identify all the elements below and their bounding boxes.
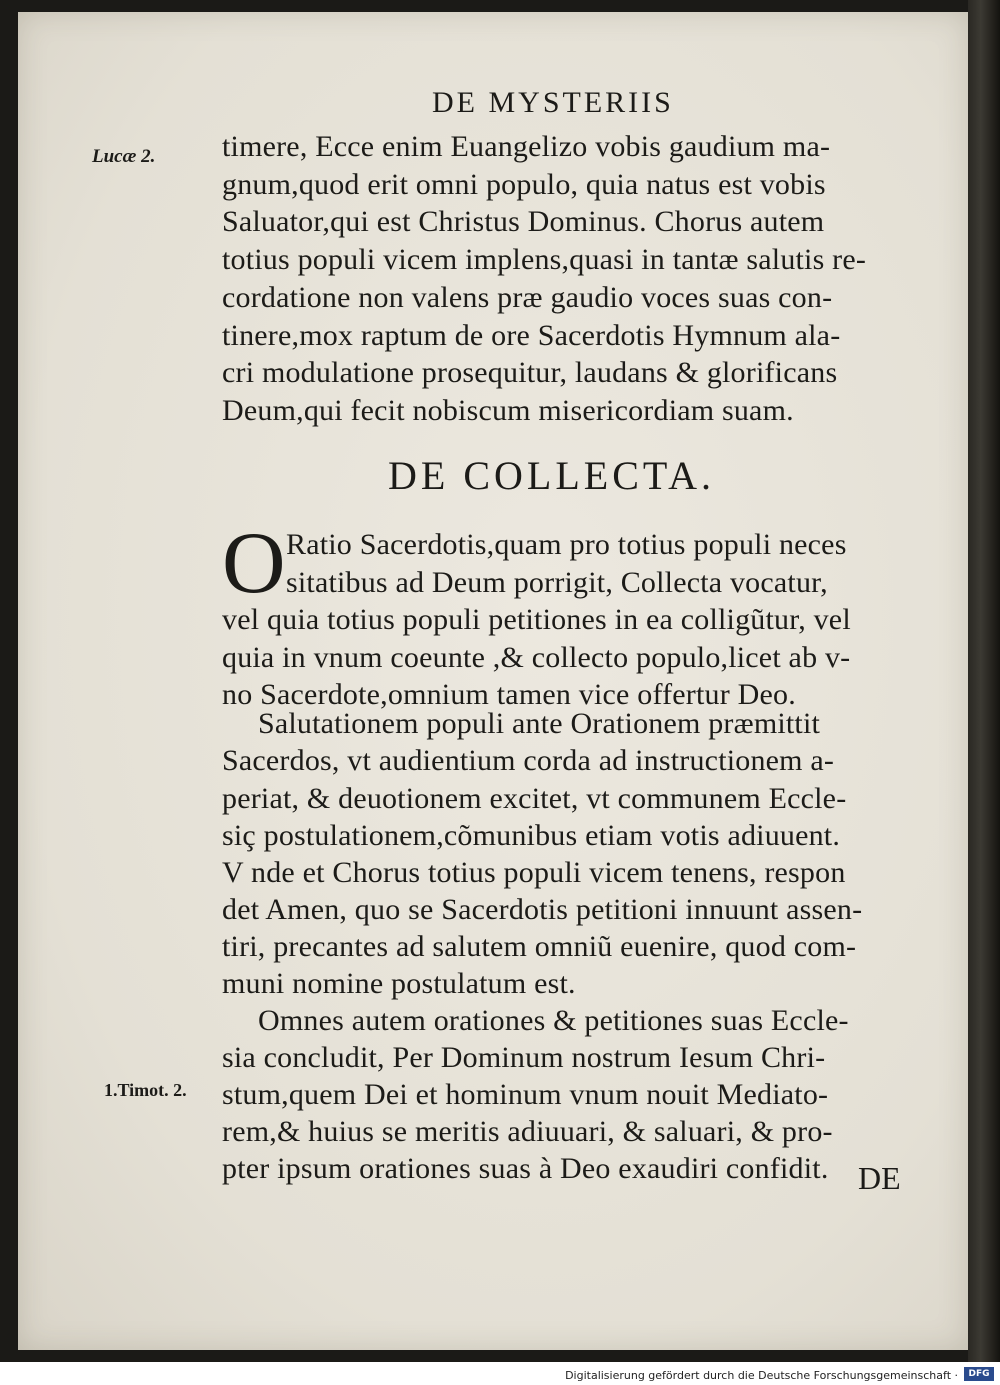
text-line: tiri, precantes ad salutem omniũ euenire, quod com- — [222, 930, 857, 963]
catchword: DE — [858, 1160, 901, 1196]
text-line: totius populi vicem implens,quasi in tantæ salutis re- — [222, 243, 867, 276]
text-line: Sacerdos, vt audientium corda ad instructionem a- — [222, 744, 835, 777]
text-line: siç postulationem,cõmunibus etiam votis adiuuent. — [222, 819, 841, 852]
running-head: DE MYSTERIIS — [432, 86, 674, 119]
section-heading: DE COLLECTA. — [388, 453, 715, 498]
text-line: sitatibus ad Deum porrigit, Collecta vocatur, — [286, 566, 828, 599]
text-line: quia in vnum coeunte ,& collecto populo,licet ab v- — [222, 641, 851, 674]
text-line: periat, & deuotionem excitet, vt communem Eccle- — [222, 782, 847, 815]
text-line: sia concludit, Per Dominum nostrum Iesum Chri- — [222, 1041, 826, 1074]
text-line: stum,quem Dei et hominum vnum nouit Mediato- — [222, 1078, 829, 1111]
margin-note-luke: Lucæ 2. — [92, 146, 156, 167]
text-line: vel quia totius populi petitiones in ea colligũtur, vel — [222, 603, 851, 636]
text-line: Deum,qui fecit nobiscum misericordiam suam. — [222, 394, 794, 427]
text-line: Omnes autem orationes & petitiones suas Eccle- — [258, 1004, 849, 1037]
text-line: muni nomine postulatum est. — [222, 967, 576, 1000]
text-line: tinere,mox raptum de ore Sacerdotis Hymnum ala- — [222, 319, 841, 352]
text-line: cri modulatione prosequitur, laudans & glorificans — [222, 356, 838, 389]
text-line: det Amen, quo se Sacerdotis petitioni innuunt assen- — [222, 893, 863, 926]
drop-cap-initial: O — [222, 515, 286, 612]
text-line: Salutationem populi ante Orationem præmittit — [258, 707, 821, 740]
text-line: V nde et Chorus totius populi vicem tenens, respon — [222, 856, 846, 889]
text-line: Ratio Sacerdotis,quam pro totius populi neces — [286, 528, 847, 561]
text-line: pter ipsum orationes suas à Deo exaudiri confidit. — [222, 1152, 829, 1185]
dfg-logo: DFG — [964, 1367, 994, 1381]
text-line: timere, Ecce enim Euangelizo vobis gaudium ma- — [222, 130, 831, 163]
text-line: rem,& huius se meritis adiuuari, & saluari, & pro- — [222, 1115, 833, 1148]
text-line: gnum,quod erit omni populo, quia natus est vobis — [222, 168, 826, 201]
text-line: cordatione non valens præ gaudio voces suas con- — [222, 281, 833, 314]
margin-note-timothy: 1.Timot. 2. — [104, 1080, 187, 1100]
digitization-credit: Digitalisierung gefördert durch die Deutsche Forschungsgemeinschaft · — [565, 1369, 958, 1382]
text-line: Saluator,qui est Christus Dominus. Chorus autem — [222, 205, 825, 238]
text-line: no Sacerdote,omnium tamen vice offertur Deo. — [222, 678, 796, 711]
book-spine — [968, 0, 1000, 1362]
